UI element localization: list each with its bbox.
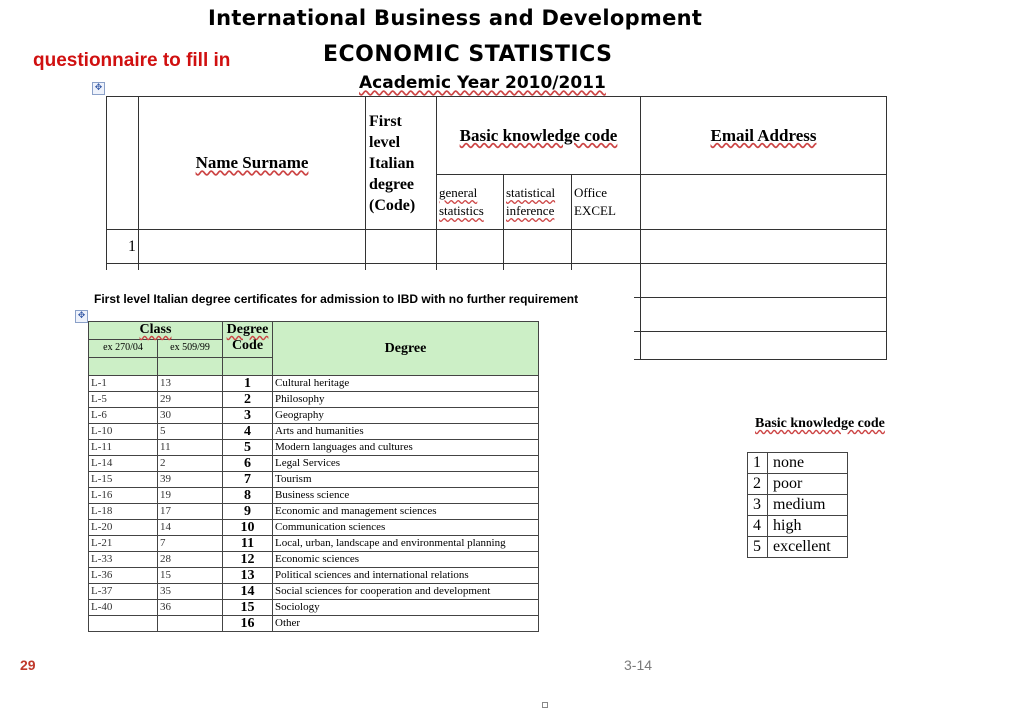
office-excel-header: Office EXCEL bbox=[572, 175, 641, 230]
degree-code-cell: 11 bbox=[223, 536, 273, 552]
degree-code-header: First level Italian degree (Code) bbox=[366, 97, 437, 230]
basic-knowledge-table bbox=[747, 452, 848, 558]
knowledge-code-cell: 2 bbox=[748, 474, 768, 495]
table-row bbox=[107, 230, 887, 264]
degree-code-cell: 15 bbox=[223, 600, 273, 616]
name-surname-header: Name Surname bbox=[139, 97, 366, 230]
class-ex509-cell: 2 bbox=[158, 456, 223, 472]
basic-knowledge-header: Basic knowledge code bbox=[437, 97, 641, 175]
degree-code-cell: 1 bbox=[223, 376, 273, 392]
degree-list-table bbox=[88, 321, 539, 632]
knowledge-code-cell: 4 bbox=[748, 516, 768, 537]
table-row bbox=[748, 495, 848, 516]
table-row bbox=[89, 376, 539, 392]
class-ex270-cell: L-5 bbox=[89, 392, 158, 408]
knowledge-code-cell: 1 bbox=[748, 453, 768, 474]
basic-knowledge-title: Basic knowledge code bbox=[755, 416, 885, 431]
degree-name-cell: Sociology bbox=[273, 600, 539, 616]
class-ex509-cell: 35 bbox=[158, 584, 223, 600]
table-row bbox=[89, 408, 539, 424]
name-cell[interactable] bbox=[139, 230, 366, 264]
class-ex509-cell: 29 bbox=[158, 392, 223, 408]
slide-number: 29 bbox=[20, 657, 36, 673]
class-ex509-cell: 30 bbox=[158, 408, 223, 424]
degree-code-cell: 13 bbox=[223, 568, 273, 584]
degree-code-cell: 2 bbox=[223, 392, 273, 408]
email-subheader-cell bbox=[641, 175, 887, 230]
table-row bbox=[748, 516, 848, 537]
degree-name-cell: Cultural heritage bbox=[273, 376, 539, 392]
class-ex509-cell: 17 bbox=[158, 504, 223, 520]
table-row bbox=[89, 568, 539, 584]
email-cell[interactable] bbox=[641, 264, 887, 298]
table-row bbox=[89, 536, 539, 552]
title-course: ECONOMIC STATISTICS bbox=[323, 42, 613, 67]
academic-year-text: Academic Year 2010/2011 bbox=[359, 73, 606, 93]
statistical-inference-header: statistical inference bbox=[504, 175, 572, 230]
degree-name-cell: Political sciences and international relations bbox=[273, 568, 539, 584]
degree-name-cell: Social sciences for cooperation and development bbox=[273, 584, 539, 600]
degree-code-cell: 12 bbox=[223, 552, 273, 568]
class-ex270-cell: L-18 bbox=[89, 504, 158, 520]
knowledge-label-cell: none bbox=[768, 453, 848, 474]
degree-name-cell: Economic and management sciences bbox=[273, 504, 539, 520]
knowledge-code-cell: 3 bbox=[748, 495, 768, 516]
footer-text: 3-14 bbox=[624, 657, 653, 673]
class-header: Class bbox=[89, 322, 223, 340]
table-row bbox=[748, 537, 848, 558]
degree-name-cell: Communication sciences bbox=[273, 520, 539, 536]
class-ex509-cell: 5 bbox=[158, 424, 223, 440]
class-ex509-cell: 19 bbox=[158, 488, 223, 504]
table-row bbox=[89, 504, 539, 520]
questionnaire-label: questionnaire to fill in bbox=[33, 50, 231, 71]
table-row bbox=[89, 488, 539, 504]
degree-code-cell: 5 bbox=[223, 440, 273, 456]
degree-code-cell: 6 bbox=[223, 456, 273, 472]
degree-name-cell: Tourism bbox=[273, 472, 539, 488]
ex270-header: ex 270/04 bbox=[89, 340, 158, 358]
table-row bbox=[89, 520, 539, 536]
degree-code-cell: 3 bbox=[223, 408, 273, 424]
degree-header: Degree bbox=[273, 322, 539, 376]
degree-code-cell: 7 bbox=[223, 472, 273, 488]
degree-code-cell: 9 bbox=[223, 504, 273, 520]
table-row bbox=[748, 474, 848, 495]
knowledge-label-cell: high bbox=[768, 516, 848, 537]
row-number-header bbox=[107, 97, 139, 230]
table-row bbox=[89, 552, 539, 568]
degree-name-cell: Arts and humanities bbox=[273, 424, 539, 440]
class-ex270-cell: L-6 bbox=[89, 408, 158, 424]
office-excel-cell[interactable] bbox=[572, 230, 641, 264]
degree-name-cell: Local, urban, landscape and environmental planning bbox=[273, 536, 539, 552]
table-row bbox=[89, 424, 539, 440]
class-ex270-cell: L-37 bbox=[89, 584, 158, 600]
table-row bbox=[89, 440, 539, 456]
statistical-inference-cell[interactable] bbox=[504, 230, 572, 264]
class-ex270-cell: L-1 bbox=[89, 376, 158, 392]
degree-code-cell: 16 bbox=[223, 616, 273, 632]
general-statistics-cell[interactable] bbox=[437, 230, 504, 264]
degree-name-cell: Economic sciences bbox=[273, 552, 539, 568]
class-ex270-cell: L-14 bbox=[89, 456, 158, 472]
table-row bbox=[89, 392, 539, 408]
title-program: International Business and Development bbox=[208, 6, 703, 30]
email-header: Email Address bbox=[641, 97, 887, 175]
degree-code-cell: 14 bbox=[223, 584, 273, 600]
table-row bbox=[89, 616, 539, 632]
class-ex270-cell: L-21 bbox=[89, 536, 158, 552]
class-ex509-cell: 15 bbox=[158, 568, 223, 584]
class-ex270-cell: L-40 bbox=[89, 600, 158, 616]
degree-name-cell: Legal Services bbox=[273, 456, 539, 472]
class-ex509-cell: 7 bbox=[158, 536, 223, 552]
knowledge-label-cell: medium bbox=[768, 495, 848, 516]
class-ex509-cell: 39 bbox=[158, 472, 223, 488]
class-ex270-cell: L-15 bbox=[89, 472, 158, 488]
class-ex270-cell: L-36 bbox=[89, 568, 158, 584]
knowledge-label-cell: excellent bbox=[768, 537, 848, 558]
general-statistics-header: general statistics bbox=[437, 175, 504, 230]
degree-name-cell: Philosophy bbox=[273, 392, 539, 408]
degree-name-cell: Business science bbox=[273, 488, 539, 504]
table-row bbox=[89, 472, 539, 488]
table-row bbox=[89, 456, 539, 472]
class-ex270-cell: L-11 bbox=[89, 440, 158, 456]
email-cell[interactable] bbox=[641, 230, 887, 264]
degree-name-cell: Geography bbox=[273, 408, 539, 424]
knowledge-code-cell: 5 bbox=[748, 537, 768, 558]
degree-name-cell: Other bbox=[273, 616, 539, 632]
degree-code-cell: 10 bbox=[223, 520, 273, 536]
degree-code-header: Degree Code bbox=[223, 322, 273, 358]
class-ex509-cell: 36 bbox=[158, 600, 223, 616]
table-move-handle-icon[interactable]: ✥ bbox=[92, 82, 105, 95]
title-academic-year bbox=[359, 73, 606, 93]
degree-name-cell: Modern languages and cultures bbox=[273, 440, 539, 456]
class-ex509-cell: 11 bbox=[158, 440, 223, 456]
class-ex509-cell bbox=[158, 616, 223, 632]
knowledge-label-cell: poor bbox=[768, 474, 848, 495]
ex509-header: ex 509/99 bbox=[158, 340, 223, 358]
class-ex509-cell: 14 bbox=[158, 520, 223, 536]
degree-code-cell: 4 bbox=[223, 424, 273, 440]
degree-code-cell: 8 bbox=[223, 488, 273, 504]
table-row bbox=[748, 453, 848, 474]
class-ex509-cell: 28 bbox=[158, 552, 223, 568]
class-ex270-cell: L-33 bbox=[89, 552, 158, 568]
class-ex270-cell: L-10 bbox=[89, 424, 158, 440]
table-resize-handle[interactable] bbox=[542, 702, 548, 708]
class-ex509-cell: 13 bbox=[158, 376, 223, 392]
table-row bbox=[89, 584, 539, 600]
class-ex270-cell bbox=[89, 616, 158, 632]
degree-table-move-handle-icon[interactable]: ✥ bbox=[75, 310, 88, 323]
table-row bbox=[89, 600, 539, 616]
degree-list-caption: First level Italian degree certificates for admission to IBD with no further requirement bbox=[94, 292, 579, 306]
class-ex270-cell: L-20 bbox=[89, 520, 158, 536]
degree-code-cell[interactable] bbox=[366, 230, 437, 264]
class-ex270-cell: L-16 bbox=[89, 488, 158, 504]
row-number: 1 bbox=[107, 230, 139, 264]
